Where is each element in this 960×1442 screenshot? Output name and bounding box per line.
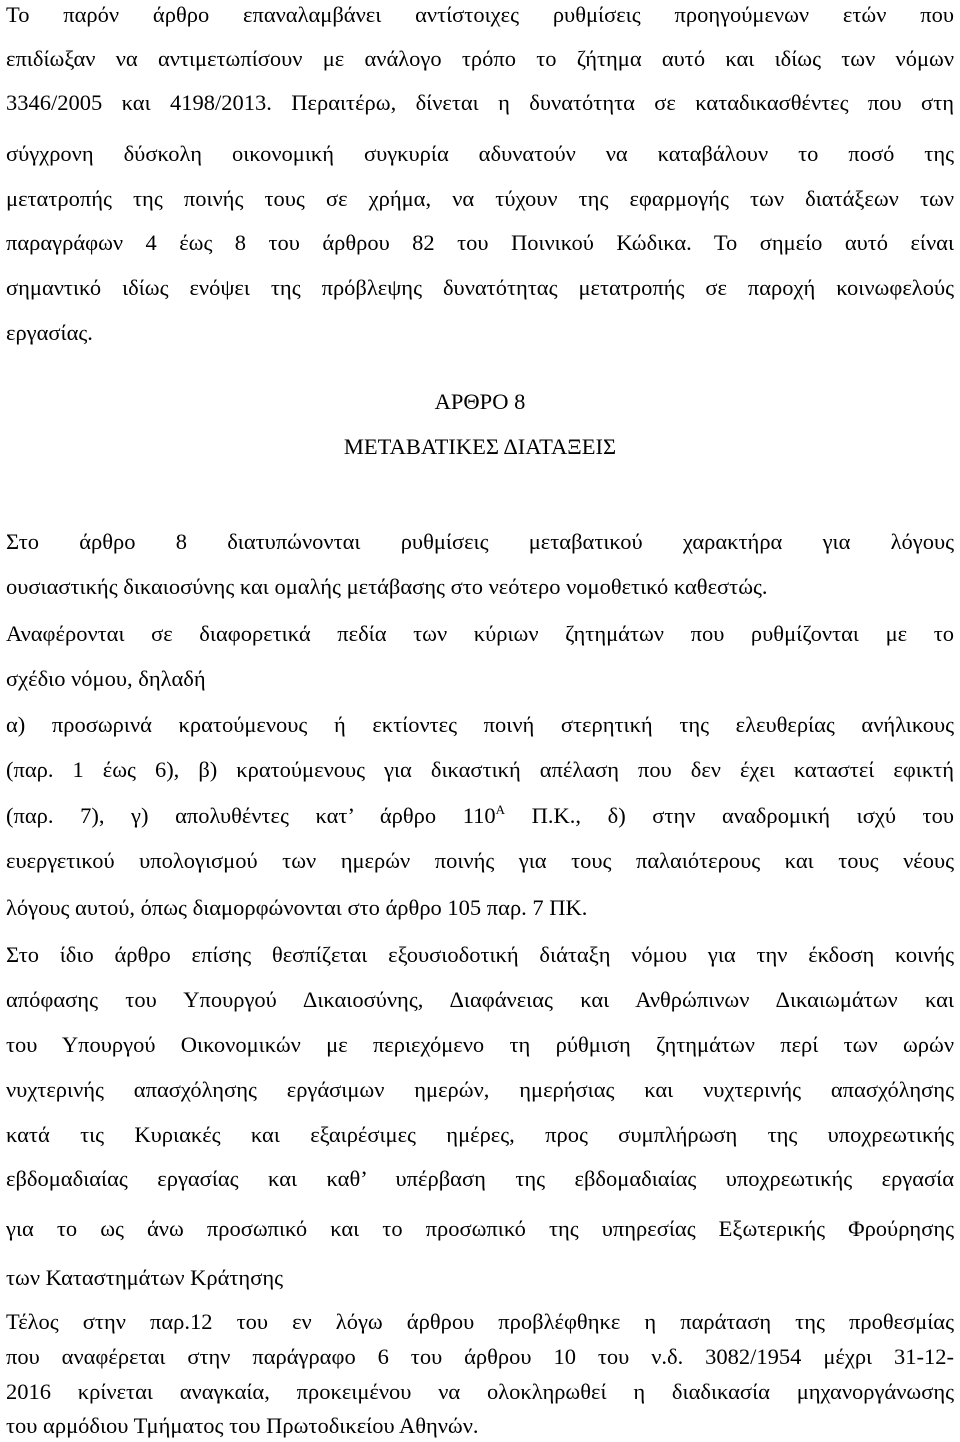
text-segment: Π.Κ., δ) στην αναδρομική ισχύ του [505, 803, 954, 828]
text-line: Αναφέρονται σε διαφορετικά πεδία των κύριων ζητημάτων που ρυθμίζονται με το [6, 621, 954, 646]
text-line: λόγους αυτού, όπως διαμορφώνονται στο άρθρο 105 παρ. 7 ΠΚ. [6, 895, 588, 920]
text-line: επιδίωξαν να αντιμετωπίσουν με ανάλογο τρόπο το ζήτημα αυτό και ιδίως των νόμων [6, 46, 954, 71]
text-line: του αρμόδιου Τμήματος του Πρωτοδικείου Αθηνών. [6, 1413, 479, 1438]
text-line: του Υπουργού Οικονομικών με περιεχόμενο τη ρύθμιση ζητημάτων περί των ωρών [6, 1032, 954, 1057]
article-subheading: ΜΕΤΑΒΑΤΙΚΕΣ ΔΙΑΤΑΞΕΙΣ [343, 434, 617, 459]
text-line: εργασίας. [6, 320, 93, 345]
text-line: που αναφέρεται στην παράγραφο 6 του άρθρου 10 του ν.δ. 3082/1954 μέχρι 31-12- [6, 1344, 954, 1369]
text-line: των Καταστημάτων Κράτησης [6, 1265, 283, 1290]
text-line [6, 801, 954, 831]
article-heading: ΑΡΘΡΟ 8 [434, 389, 526, 414]
text-line: Το παρόν άρθρο επαναλαμβάνει αντίστοιχες ρυθμίσεις προηγούμενων ετών που [6, 2, 954, 27]
text-line: Στο ίδιο άρθρο επίσης θεσπίζεται εξουσιοδοτική διάταξη νόμου για την έκδοση κοινής [6, 942, 954, 967]
text-line: ουσιαστικής δικαιοσύνης και ομαλής μετάβασης στο νεότερο νομοθετικό καθεστώς. [6, 574, 768, 599]
text-line: κατά τις Κυριακές και εξαιρέσιμες ημέρες, προς συμπλήρωση της υποχρεωτικής [6, 1122, 954, 1147]
text-line: νυχτερινής απασχόλησης εργάσιμων ημερών, ημερήσιας και νυχτερινής απασχόλησης [6, 1077, 954, 1102]
text-line: παραγράφων 4 έως 8 του άρθρου 82 του Ποινικού Κώδικα. Το σημείο αυτό είναι [6, 230, 954, 255]
text-line: εβδομαδιαίας εργασίας και καθ’ υπέρβαση της εβδομαδιαίας υποχρεωτικής εργασία [6, 1166, 954, 1191]
text-line: σχέδιο νόμου, δηλαδή [6, 666, 206, 691]
text-line: Στο άρθρο 8 διατυπώνονται ρυθμίσεις μεταβατικού χαρακτήρα για λόγους [6, 529, 954, 554]
text-line: (παρ. 1 έως 6), β) κρατούμενους για δικαστική απέλαση που δεν έχει καταστεί εφικτή [6, 757, 954, 782]
text-line: σύγχρονη δύσκολη οικονομική συγκυρία αδυνατούν να καταβάλουν το ποσό της [6, 141, 954, 166]
superscript-a: Α [495, 802, 506, 817]
text-segment: (παρ. 7), γ) απολυθέντες κατ’ άρθρο 110 [6, 803, 496, 828]
text-line: μετατροπής της ποινής τους σε χρήμα, να τύχουν της εφαρμογής των διατάξεων των [6, 186, 954, 211]
text-line: ευεργετικού υπολογισμού των ημερών ποινής για τους παλαιότερους και τους νέους [6, 848, 954, 873]
text-line: Τέλος στην παρ.12 του εν λόγω άρθρου προβλέφθηκε η παράταση της προθεσμίας [6, 1309, 954, 1334]
text-line: 2016 κρίνεται αναγκαία, προκειμένου να ολοκληρωθεί η διαδικασία μηχανοργάνωσης [6, 1379, 954, 1404]
text-line: 3346/2005 και 4198/2013. Περαιτέρω, δίνεται η δυνατότητα σε καταδικασθέντες που στη [6, 90, 954, 115]
text-line: α) προσωρινά κρατούμενους ή εκτίοντες ποινή στερητική της ελευθερίας ανήλικους [6, 712, 954, 737]
text-line: απόφασης του Υπουργού Δικαιοσύνης, Διαφάνειας και Ανθρώπινων Δικαιωμάτων και [6, 987, 954, 1012]
text-line: σημαντικό ιδίως ενόψει της πρόβλεψης δυνατότητας μετατροπής σε παροχή κοινωφελούς [6, 275, 954, 300]
text-line: για το ως άνω προσωπικό και το προσωπικό της υπηρεσίας Εξωτερικής Φρούρησης [6, 1216, 954, 1241]
